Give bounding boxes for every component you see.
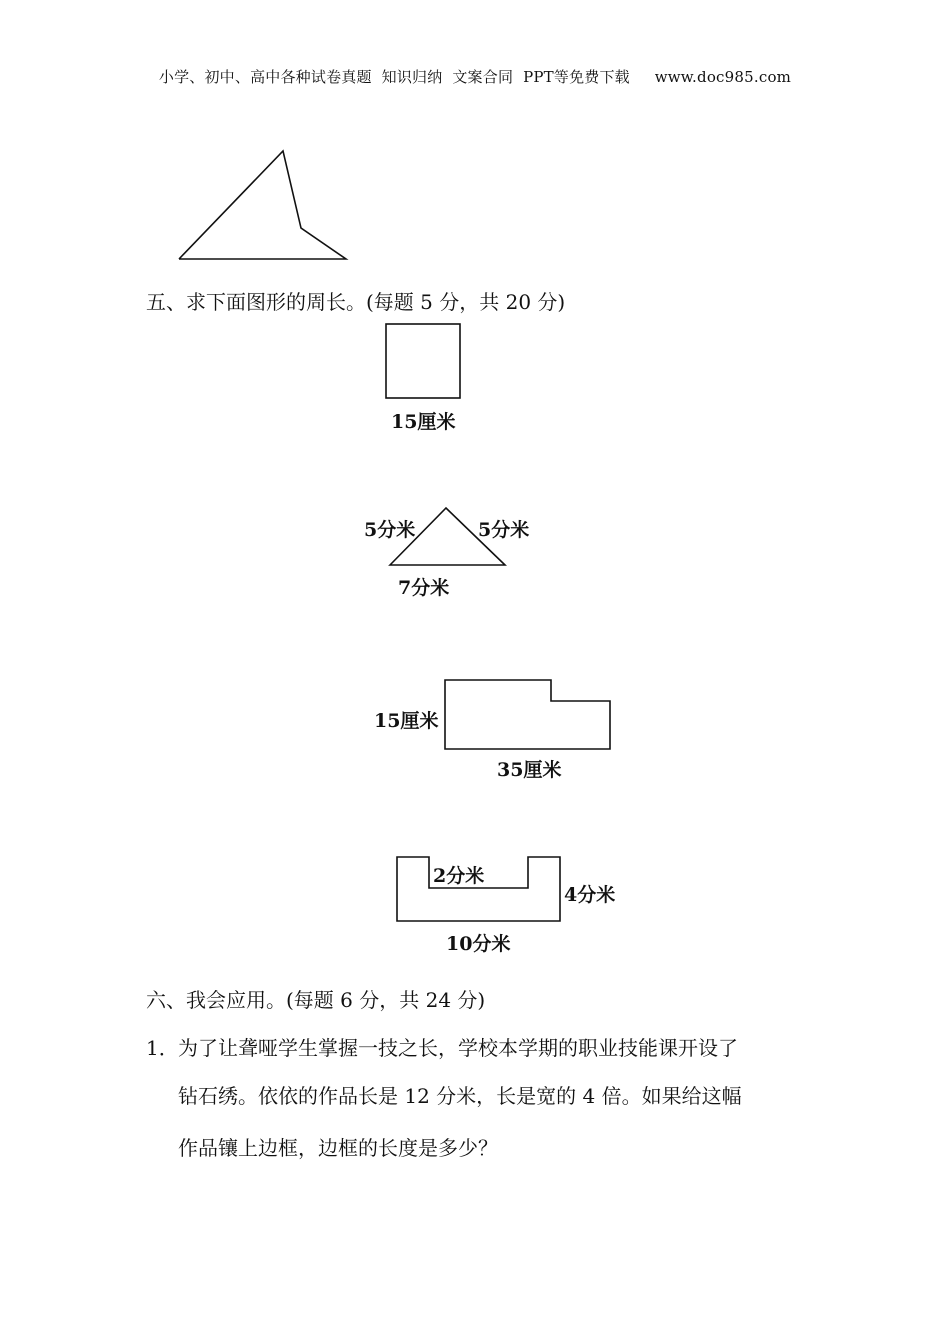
fig4-inner-label: 2分米 bbox=[433, 865, 485, 887]
q1-line1: 为了让聋哑学生掌握一技之长，学校本学期的职业技能课开设了 bbox=[178, 1036, 738, 1060]
fig2-left-label: 5分米 bbox=[364, 519, 416, 541]
fig2-right-label: 5分米 bbox=[478, 519, 530, 541]
q1-line3: 作品镶上边框，边框的长度是多少？ bbox=[178, 1136, 498, 1160]
fig1-label: 15厘米 bbox=[391, 411, 456, 433]
fig4-width-label: 10分米 bbox=[446, 933, 511, 955]
page-header: 小学、初中、高中各种试卷真题 知识归纳 文案合同 PPT等免费下载 www.doc985.com bbox=[158, 68, 792, 86]
q1-number: 1． bbox=[146, 1036, 179, 1060]
fig4-height-label: 4分米 bbox=[564, 884, 616, 906]
section6-title: 六、我会应用。(每题 6 分，共 24 分) bbox=[146, 988, 486, 1012]
fig2-bottom-label: 7分米 bbox=[398, 577, 450, 599]
fig3-height-label: 15厘米 bbox=[374, 710, 439, 732]
q1-line2: 钻石绣。依依的作品长是 12 分米，长是宽的 4 倍。如果给这幅 bbox=[178, 1084, 742, 1108]
section5-title: 五、求下面图形的周长。(每题 5 分，共 20 分) bbox=[146, 290, 566, 314]
fig3-width-label: 35厘米 bbox=[497, 759, 562, 781]
